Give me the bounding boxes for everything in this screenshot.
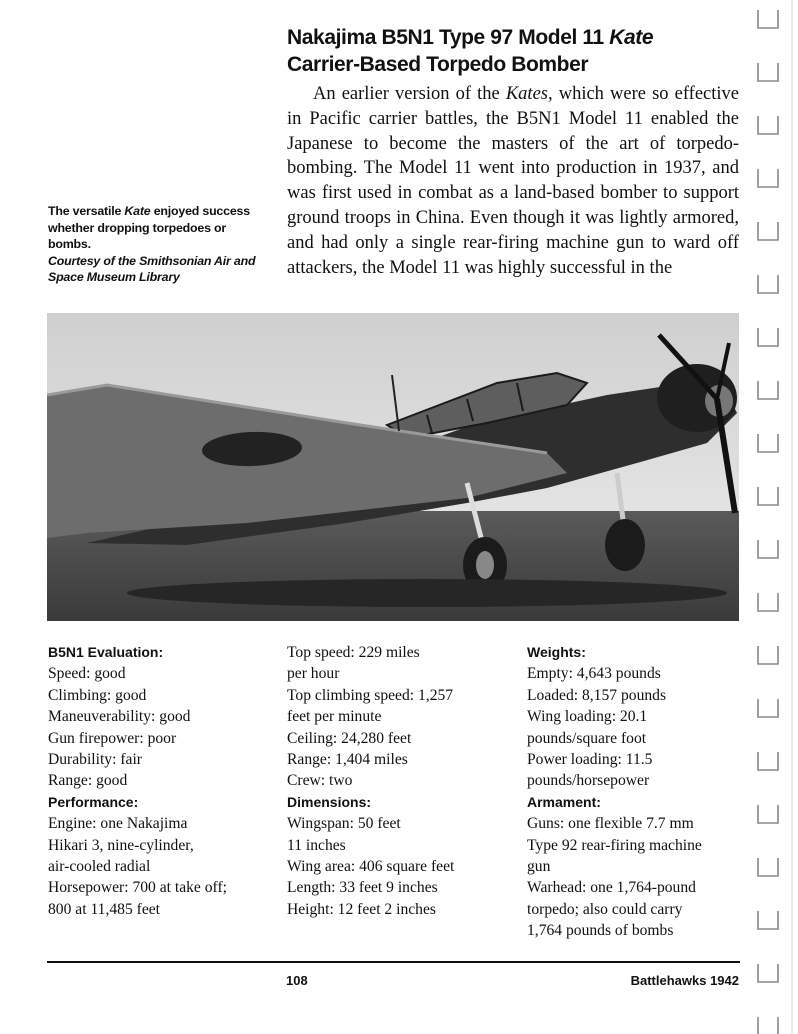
binding-loop (758, 328, 778, 346)
title-model: Nakajima B5N1 Type 97 Model 11 (287, 26, 610, 49)
spec-line: Empty: 4,643 pounds (527, 665, 661, 683)
spec-line: per hour (287, 665, 340, 683)
title-nickname: Kate (609, 26, 654, 49)
spec-line: 800 at 11,485 feet (48, 900, 161, 918)
binding-loop (758, 805, 778, 823)
spec-line: Length: 33 feet 9 inches (287, 879, 438, 897)
article-title (287, 24, 727, 78)
spec-line: Hikari 3, nine-cylinder, (48, 836, 194, 854)
caption-kate: Kate (124, 204, 151, 218)
spec-heading: Armament: (527, 793, 601, 810)
footer-rule (47, 961, 740, 963)
spec-line: Loaded: 8,157 pounds (527, 686, 667, 704)
spec-line: Type 92 rear-firing machine (527, 836, 702, 854)
binding-loop (758, 911, 778, 929)
body-text-a: An earlier version of the (313, 84, 506, 104)
specs-column-performance (287, 642, 517, 920)
spec-line: pounds/square foot (527, 729, 647, 747)
spec-heading: B5N1 Evaluation: (48, 644, 164, 660)
spec-heading: Dimensions: (287, 793, 372, 810)
binding-loop (758, 593, 778, 611)
body-paragraph (287, 82, 739, 280)
binding-loop (758, 646, 778, 664)
title-line-1 (287, 24, 727, 51)
running-title: Battlehawks 1942 (630, 973, 739, 988)
spec-line: feet per minute (287, 708, 382, 726)
page-number: 108 (286, 973, 308, 988)
spec-line: Crew: two (287, 772, 353, 790)
binding-loop (758, 752, 778, 770)
spec-line: Top climbing speed: 1,257 (287, 686, 454, 704)
spec-heading: Weights: (527, 644, 586, 660)
spec-line: Wingspan: 50 feet (287, 815, 401, 833)
binding-loop (758, 858, 778, 876)
spec-line: torpedo; also could carry (527, 900, 683, 918)
specs-column-weights (527, 642, 742, 942)
spec-line: Height: 12 feet 2 inches (287, 900, 436, 918)
spec-heading: Performance: (48, 793, 139, 810)
spec-line: Top speed: 229 miles (287, 644, 420, 661)
article-body (287, 82, 739, 280)
spec-line: Power loading: 11.5 (527, 751, 653, 769)
binding-loop (758, 964, 778, 982)
spec-line: Maneuverability: good (48, 708, 191, 726)
spec-line: Wing loading: 20.1 (527, 708, 648, 726)
spec-line: Range: 1,404 miles (287, 751, 408, 769)
binding-loop (758, 63, 778, 81)
spec-line: Speed: good (48, 665, 126, 683)
spec-line: 1,764 pounds of bombs (527, 922, 674, 940)
body-kates: Kates, (505, 84, 553, 104)
caption-credit: Courtesy of the Smithsonian Air and Space Museum Library (48, 253, 256, 284)
binding-loop (758, 116, 778, 134)
body-text-b: which were so effective in Pacific carrier battles, the B5N1 Model 11 enabled the Japanese to become the masters of the art of torpedo-bombing. The Model 11 went into production in 1937, and was first used in combat as a land-based bomber to support ground troops in China. Even though it was lightly armored, and had only a single rear-firing machine gun to ward off attackers, the Model 11 was highly successful in the (287, 84, 739, 278)
spec-line: gun (527, 858, 551, 876)
spec-line: Climbing: good (48, 686, 147, 704)
spec-line: 11 inches (287, 836, 346, 854)
binding-loop (758, 222, 778, 240)
binding-loop (758, 169, 778, 187)
binding-loop (758, 487, 778, 505)
binding-loop (758, 275, 778, 293)
specs-column-evaluation (48, 642, 278, 920)
binding-loop (758, 540, 778, 558)
binding-loop (758, 1017, 778, 1034)
spec-line: Engine: one Nakajima (48, 815, 188, 833)
spec-line: Ceiling: 24,280 feet (287, 729, 412, 747)
photo-caption (48, 203, 263, 286)
title-line-2: Carrier-Based Torpedo Bomber (287, 53, 589, 76)
aircraft-photo (47, 313, 739, 621)
spec-line: Guns: one flexible 7.7 mm (527, 815, 694, 833)
spec-line: Wing area: 406 square feet (287, 858, 455, 876)
spiral-binding (752, 0, 798, 1034)
spec-line: pounds/horsepower (527, 772, 650, 790)
spec-line: Horsepower: 700 at take off; (48, 879, 227, 897)
spec-line: Gun firepower: poor (48, 729, 177, 747)
caption-text-a: The versatile (48, 204, 125, 218)
binding-loop (758, 10, 778, 28)
spec-line: Range: good (48, 772, 128, 790)
binding-loop (758, 434, 778, 452)
binding-loop (758, 699, 778, 717)
caption-text-b: enjoyed success whether dropping torpedoes or bombs. (48, 204, 250, 251)
spec-line: air-cooled radial (48, 858, 151, 876)
spec-line: Warhead: one 1,764-pound (527, 879, 696, 897)
binding-loop (758, 381, 778, 399)
spec-line: Durability: fair (48, 751, 142, 769)
